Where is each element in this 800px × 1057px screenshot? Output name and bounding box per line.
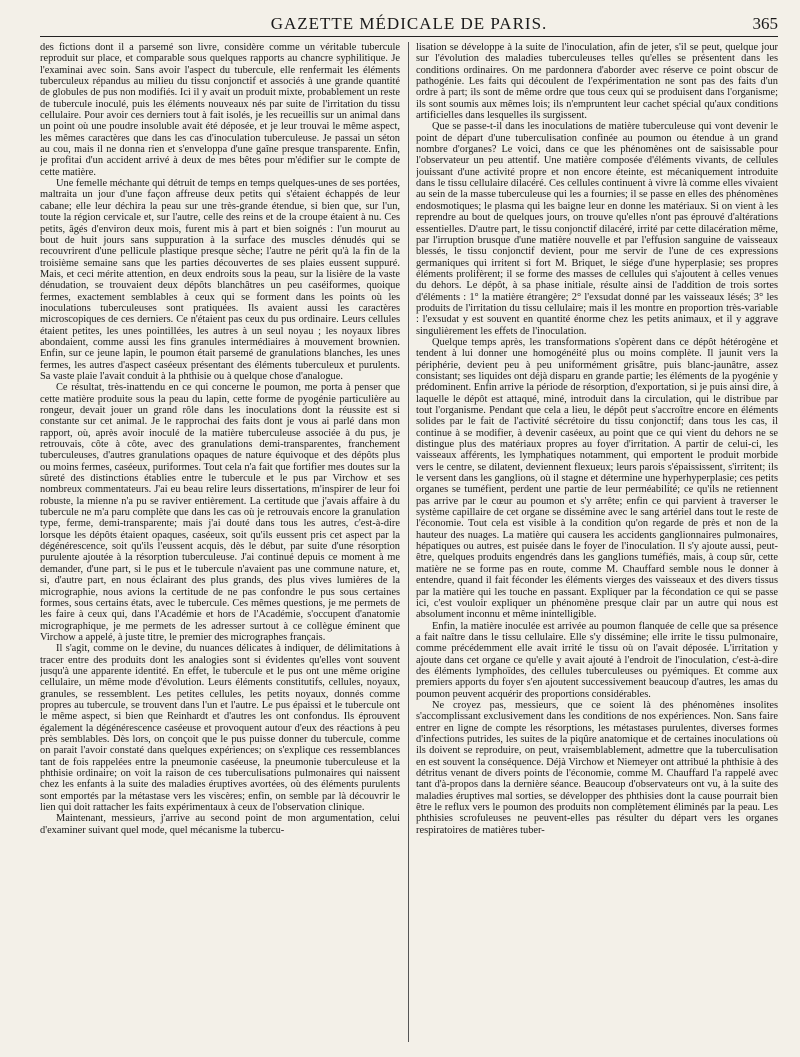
left-column	[40, 42, 400, 1042]
paragraph: Ne croyez pas, messieurs, que ce soient là des phénomènes insolites s'accomplissant exclusivement dans les conditions de nos expériences. Non. Sans faire entrer en ligne de compte les résorptions, les métastases purulentes, diverses formes d'infections putrides, les suites de la piqûre anatomique et de certaines inoculations où ils doivent se reproduire, on peut, vraisemblablement, admettre que la tuberculisation en est souvent la conséquence. Déjà Virchow et Niemeyer ont attribué la phthisie à des détritus venant de divers points de l'économie, comme M. Chauffard l'a rappelé avec tant d'à-propos dans la dernière séance. Beaucoup d'observateurs ont vu, à la suite des maladies éruptives mal sorties, se développer des phthisies dont la cause pourrait bien être le reflux vers le poumon des produits non complètement éliminés par la peau. Les phthisies scrofuleuses ne peuvent-elles pas résulter du départ vers les organes respiratoires de matières tuber-	[416, 699, 778, 836]
page-number: 365	[752, 14, 778, 33]
paragraph: Quelque temps après, les transformations s'opèrent dans ce dépôt hétérogène et tendent à lui donner une homogénéité plus ou moins complète. Il jaunit vers la périphérie, devient peu à peu uniformément grisâtre, puis blanc-jaunâtre, assez consistant; ses liquides ont déjà disparu en grande partie; les éléments de la pyogénie y prédominent. Enfin arrive la période de résorption, d'exportation, si je puis ainsi dire, à laquelle le dépôt est attaqué, miné, introduit dans la circulation, qui le distribue par tout l'organisme. Pendant que cela a lieu, le dépôt peut s'accroître encore en éléments solides par le fait de l'activité sécrétoire du tissu conjonctif; dans tous les cas, il continue à se modifier, à devenir caséeux, au point que ce qui vient du dehors ne se distingue plus des matériaux propres au foyer d'irritation. A partir de celui-ci, les vaisseaux afférents, les lymphatiques notamment, qui emportent le produit morbide vers le centre, se dilatent, deviennent flexueux; leurs parois s'épaississent, s'irritent; ils le versent dans les ganglions, où il stagne et détermine une hyperhyperplasie; ces petits organes se tuméfient, perdent une partie de leur perméabilité; ce qu'ils ne retiennent pas arrive par le cœur au poumon et s'y arrête; enfin ce qui parvient à traverser le système capillaire de cet organe se dissémine avec le sang artériel dans tout le reste de l'économie. Tout cela est visible à la condition qu'on regarde de près et non de la hauteur des nuages. La matière qui causera les accidents ganglionnaires pulmonaires, hépatiques ou autres, est puisée dans le foyer de l'inoculation. Il s'y ajoute aussi, peut-être, quelques produits engendrés dans les ganglions tuméfiés, mais, à coup sûr, cette matière ne se forme pas en route, comme M. Chauffard semble nous le donner à entendre, quand il fait féconder les éléments vierges des vaisseaux et des divers tissus par la matière qui les touche en passant. Expliquer par la fécondation ce qui se passe ici, c'est vouloir expliquer un phénomène presque clair par un autre qui nous est absolument inconnu et même inintelligible.	[416, 336, 778, 621]
paragraph: des fictions dont il a parsemé son livre, considère comme un véritable tubercule reproduit sur place, et comparable sous quelques rapports au chancre syphilitique. Je l'examinai avec soin. Sans avoir l'aspect du tubercule, elle renfermait les éléments tuberculeux répandus au milieu du tissu conjonctif et associés à une grande quantité de globules de pus non modifiés. Ici il y avait un produit mixte, probablement un reste de tubercule inoculé, puis les éléments nouveaux nés par suite de l'irritation du tissu cellulaire. Pour avoir ces derniers tout à fait isolés, je les recueillis sur un animal dans un point où une poudre insoluble avait été déposée, et je leur trouvai le même aspect, les mêmes caractères que dans les cas d'inoculation tuberculeuse. Je passai un séton au cou, mais il ne donna rien et s'enveloppa d'une gaîne presque transparente. Enfin, je profitai d'un accident arrivé à deux de mes bêtes pour m'édifier sur le compte de cette matière.	[40, 42, 400, 178]
paragraph: lisation se développe à la suite de l'inoculation, afin de jeter, s'il se peut, quelque jour sur l'évolution des maladies tuberculeuses telles qu'elles se présentent dans les conditions ordinaires. On me pardonnera d'aborder avec réserve ce point obscur de pathogénie. Les faits qui découlent de l'expérimentation ne sont pas des faits d'un ordre à part; ils sont de même ordre que tous ceux qui se produisent dans l'organisme; ils sont soumis aux mêmes lois; ils n'empruntent leur cachet spécial qu'aux conditions artificielles dans lesquelles ils surgissent.	[416, 42, 778, 122]
paragraph: Enfin, la matière inoculée est arrivée au poumon flanquée de celle que sa présence a fait naître dans le tissu cellulaire. Elle s'y dissémine; elle irrite le tissu pulmonaire, comme précédemment elle avait irrité le tissu où on l'avait déposée. L'irritation y ajoute dans cet organe ce qu'elle y avait ajouté à l'endroit de l'inoculation, c'est-à-dire des éléments lymphoïdes, des cellules tuberculeuses ou pyémiques. Et comme aux premiers apports du foyer s'en ajoutent successivement beaucoup d'autres, les amas du poumon peuvent acquérir des proportions considérables.	[416, 620, 778, 700]
running-header	[40, 10, 778, 37]
paragraph: Il s'agit, comme on le devine, du nuances délicates à indiquer, de délimitations à tracer entre des produits dont les analogies sont si évidentes qu'elles vont souvent jusqu'à une apparente identité. En effet, le tubercule et le pus ont une même origine cellulaire, un même mode d'évolution. Leurs éléments constitutifs, cellules, noyaux, granules, se ressemblent. Les petites cellules, les petits noyaux, donnés comme propres au tubercule, se trouvent dans l'un et l'autre. Le pus épaissi et le tubercule ont le même aspect, si bien que Reinhardt et d'autres les ont confondus. Ils éprouvent également la dégénérescence caséeuse et provoquent autour d'eux des réactions à peu près semblables. Dès lors, on conçoit que le pus puisse donner du tubercule, comme on parait l'avoir constaté dans quelques expériences; on s'explique ces ressemblances tant de fois rappelées entre la pneumonie caséeuse, la pneumonie tuberculeuse et la phthisie ordinaire; on voit la raison de ces tuberculisations pulmonaires qui naissent chez les enfants à la suite des maladies éruptives avortées, où des éléments purulents sont emportés par la métastase vers les viscères; enfin, on semble par là découvrir le lien qui doit rattacher les faits expérimentaux à ceux de l'observation clinique.	[40, 643, 400, 814]
paragraph: Une femelle méchante qui détruit de temps en temps quelques-unes de ses portées, maltraita un jour d'une façon affreuse deux petits qui s'étaient échappés de leur cabane; elle leur déchira la peau sur une très-grande étendue, si bien que, sur l'un, toute la région cervicale et, sur l'autre, celle des reins et de la croupe étaient à nu. Ces petits, âgés d'environ deux mois, furent mis à part et bien soignés : l'un mourut au bout de huit jours sans suppuration à la surface des muscles dénudés qui se recouvrirent d'une pellicule plastique presque sèche; l'autre ne périt qu'à la fin de la troisième semaine sans que les parties découvertes de ses plaies eussent suppuré. Mais, et ceci mérite attention, en deux endroits sous la peau, sur la lisière de la vaste dénudation, se trouvaient deux dépôts blanchâtres un peu caséiformes, quoique fermes, exactement semblables à ceux qui se forment dans les points où les inoculations tuberculeuses sont pratiquées. Ils avaient aussi les caractères microscopiques de ces derniers. Ce n'étaient pas ceux du pus ordinaire. Leurs cellules étaient petites, les unes pointillées, les autres à un seul noyau ; les noyaux libres abondaient, comme aussi les fins granules intermédiaires à mouvement brownien. Enfin, sur ce jeune lapin, le poumon était parsemé de granulations blanches, les unes fermes, les autres d'aspect caséeux présentant des éléments tuberculeux et purulents. Sa vaste plaie l'avait conduit à la phthisie ou à quelque chose d'analogue.	[40, 178, 400, 382]
paragraph: Ce résultat, très-inattendu en ce qui concerne le poumon, me porta à penser que cette matière produite sous la peau du lapin, cette forme de pyogénie particulière au rongeur, devait jouer un grand rôle dans les inoculations dont la réussite est si constante sur cet animal. Je le rapprochai des faits dont je vous ai parlé dans mon rapport, où, après avoir inoculé de la matière tuberculeuse associée à du pus, je retrouvais, côte à côte, avec des granulations demi-transparentes, franchement tuberculeuses, d'autres granulations opaques de nature équivoque et des dépôts plus ou moins fermes, caséeux, puriformes. Tout cela n'a fait que fortifier mes doutes sur la sûreté des distinctions établies entre le tubercule et le pus par Virchow et ses nombreux commentateurs. J'ai eu beau relire leurs dissertations, m'inspirer de leur foi robuste, la mienne n'a pu se raviver entièrement. La certitude que j'avais affaire à du tubercule ne m'a paru complète que dans les cas où je retrouvais encore la granulation type, ferme, demi-transparente; mais j'ai douté dans tous les autres, c'est-à-dire lorsque les dépôts étaient opaques, caséeux, soit qu'ils eussent pris cet aspect par la dégénérescence, soit qu'ils l'eussent acquis, dès le début, par suite d'une résorption purulente ajoutée à la résorption tuberculeuse. J'ai continué depuis ce moment à me demander, d'une part, si le pus et le tubercule n'avaient pas une commune nature, et, si, d'autre part, en nous éclairant des plus grands, des plus vives lumières de la micrographie, nous avions la certitude de ne pas confondre le pus sous certaines formes, sous certains états, avec le tubercule. Ces mêmes questions, je me permets de les faire à ceux qui, dans l'Académie et hors de l'Académie, s'occupent d'anatomie micrographique, je me permets de les adresser surtout à ce collègue éminent que Virchow a appelé, à juste titre, le premier des micrographes français.	[40, 382, 400, 643]
right-column	[416, 42, 778, 1042]
column-divider	[408, 42, 409, 1042]
journal-title: GAZETTE MÉDICALE DE PARIS.	[270, 14, 548, 33]
paragraph: Maintenant, messieurs, j'arrive au second point de mon argumentation, celui d'examiner suivant quel mode, quel mécanisme la tubercu-	[40, 813, 400, 836]
paragraph: Que se passe-t-il dans les inoculations de matière tuberculeuse qui vont devenir le point de départ d'une tuberculisation confinée au poumon ou étendue à un grand nombre d'organes? Le voici, dans ce que les phénomènes ont de saisissable pour l'observateur un peu attentif. Une matière composée d'éléments vivants, de cellules jouissant d'une activité propre et non encore éteinte, est mécaniquement introduite dans le tissu cellulaire dilacéré. Ces cellules continuent à vivre là comme elles vivaient au sein de la masse tuberculeuse qui les a fournies; il se passe en elles des phénomènes endosmotiques; le plasma qui les baigne leur en donne les matériaux. Si on vient à les reprendre au bout de quelques jours, on trouve qu'elles n'ont pas éprouvé d'altérations essentielles. D'autre part, le tissu conjonctif dilacéré, irrité par cette dilacération même, par l'irruption brusque d'une matière nouvelle et par l'effusion sanguine de vaisseaux blessés, le tissu conjonctif devient, pour me servir de l'une de ces expressions germaniques qui irritent si fort M. Briquet, le siége d'une hyperplasie; ses propres éléments prolifèrent; il se forme des masses de cellules qui s'ajoutent à celles venues du dehors. Le dépôt, à sa phase initiale, résulte ainsi de l'addition de trois sortes d'éléments : 1° la matière étrangère; 2° l'exsudat donné par les vaisseaux lésés; 3° les produits de l'irritation du tissu cellulaire; mais il les montre en proportion très-variable : l'exsudat y est souvent en quantité énorme chez les petits animaux, et il y aggrave singulièrement les effets de l'inoculation.	[416, 121, 778, 337]
